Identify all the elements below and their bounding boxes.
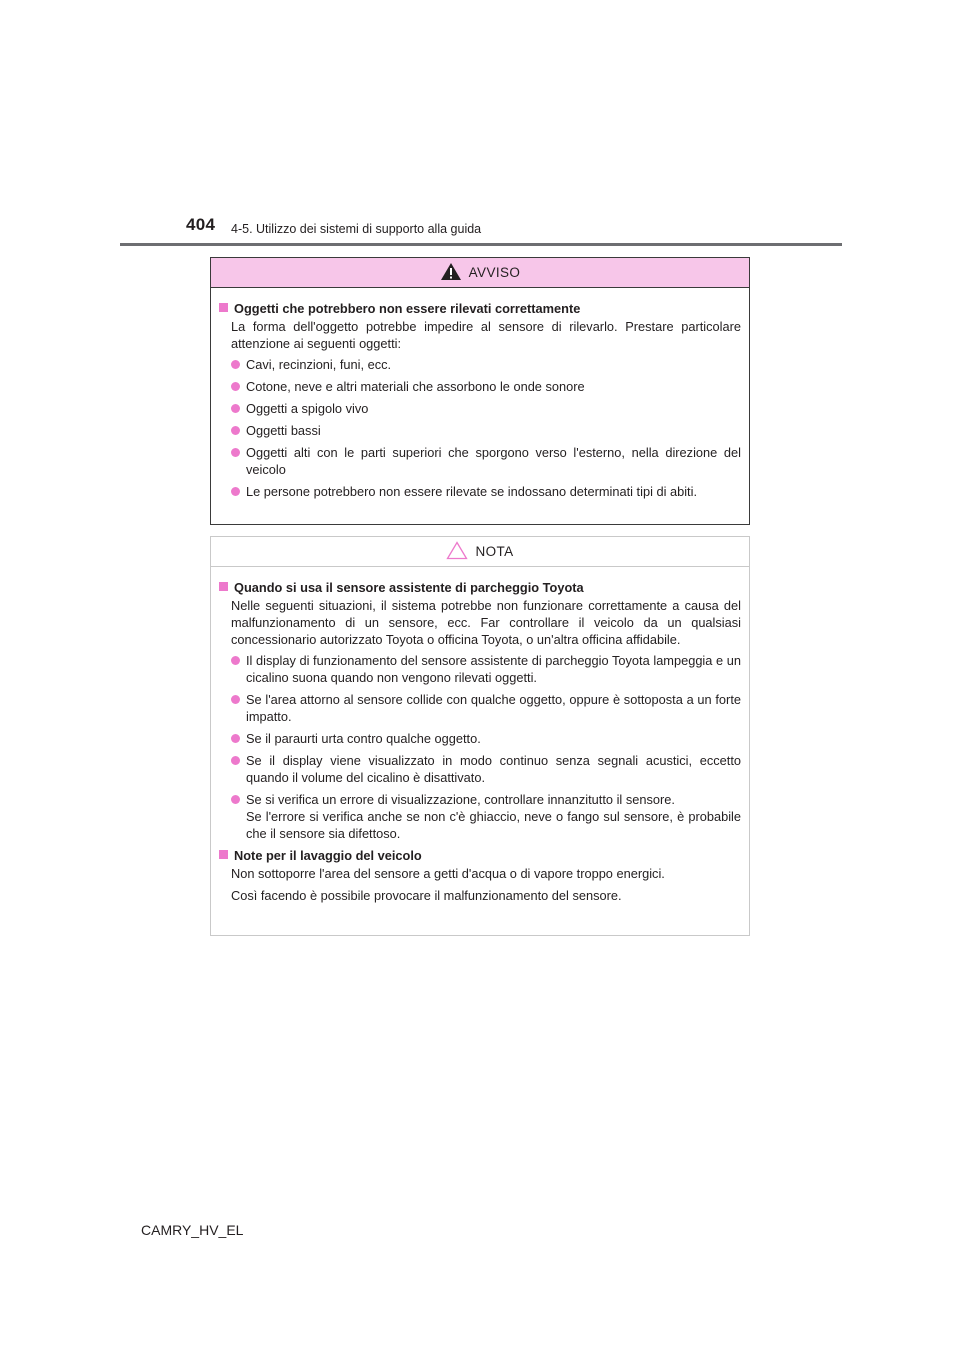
header-rule	[120, 243, 842, 246]
list-item-text: Se l'area attorno al sensore collide con qualche oggetto, oppure è sottoposta a un forte impatto.	[246, 692, 741, 724]
list-item-text: Oggetti a spigolo vivo	[246, 401, 369, 416]
list-item	[231, 752, 741, 786]
list-item-line: Se l'errore si verifica anche se non c'è ghiaccio, neve o fango sul sensore, è probabile che il sensore sia difettoso.	[246, 809, 741, 841]
list-item	[231, 378, 741, 395]
list-item-text: Cotone, neve e altri materiali che assorbono le onde sonore	[246, 379, 585, 394]
notice-body	[211, 567, 749, 904]
warning-intro: La forma dell'oggetto potrebbe impedire al sensore di rilevarlo. Prestare particolare attenzione ai seguenti oggetti:	[231, 319, 741, 351]
warning-triangle-icon	[440, 262, 462, 281]
warning-topic	[219, 300, 741, 317]
list-item-text: Le persone potrebbero non essere rilevate se indossano determinati tipi di abiti.	[246, 484, 698, 499]
bullet-dot-icon	[231, 656, 240, 665]
list-item	[231, 791, 741, 842]
notice-topic-text: Note per il lavaggio del veicolo	[234, 848, 422, 863]
list-item	[231, 444, 741, 478]
bullet-dot-icon	[231, 382, 240, 391]
notice-box	[210, 536, 750, 936]
bullet-dot-icon	[231, 734, 240, 743]
list-item	[231, 691, 741, 725]
list-item	[231, 483, 741, 500]
square-bullet-icon	[219, 582, 228, 591]
section-title: 4-5. Utilizzo dei sistemi di supporto alla guida	[231, 222, 482, 236]
list-item	[231, 730, 741, 747]
square-bullet-icon	[219, 303, 228, 312]
notice-paragraph: Così facendo è possibile provocare il malfunzionamento del sensore.	[231, 888, 622, 903]
list-item-text: Se il paraurti urta contro qualche oggetto.	[246, 731, 481, 746]
caution-triangle-icon	[446, 541, 468, 560]
notice-label: NOTA	[475, 544, 514, 559]
bullet-dot-icon	[231, 795, 240, 804]
bullet-dot-icon	[231, 426, 240, 435]
warning-topic-text: Oggetti che potrebbero non essere rilevati correttamente	[234, 301, 581, 316]
list-item-text: Cavi, recinzioni, funi, ecc.	[246, 357, 392, 372]
list-item-text: Il display di funzionamento del sensore assistente di parcheggio Toyota lampeggia e un cicalino suona quando non vengono rilevati oggetti.	[246, 653, 741, 685]
notice-paragraph: Non sottoporre l'area del sensore a getti d'acqua o di vapore troppo energici.	[231, 866, 665, 881]
page-number: 404	[186, 215, 216, 234]
warning-header	[211, 258, 749, 288]
bullet-dot-icon	[231, 360, 240, 369]
bullet-dot-icon	[231, 487, 240, 496]
notice-topic-parking	[219, 579, 741, 596]
model-code: CAMRY_HV_EL	[141, 1222, 244, 1238]
list-item-text: Oggetti alti con le parti superiori che sporgono verso l'esterno, nella direzione del veicolo	[246, 445, 741, 477]
list-item	[231, 400, 741, 417]
square-bullet-icon	[219, 850, 228, 859]
notice-intro: Nelle seguenti situazioni, il sistema potrebbe non funzionare correttamente a causa del malfunzionamento di un sensore, ecc. Far controllare il veicolo da un qualsiasi concessionario autorizzato Toyota o officina Toyota, o un'altra officina affidabile.	[231, 598, 741, 647]
list-item-line: Se si verifica un errore di visualizzazione, controllare innanzitutto il sensore.	[246, 792, 675, 807]
notice-header	[211, 537, 749, 567]
list-item-text: Se il display viene visualizzato in modo continuo senza segnali acustici, eccetto quando il volume del cicalino è disattivato.	[246, 753, 741, 785]
list-item-text	[246, 791, 741, 842]
list-item	[231, 356, 741, 373]
list-item	[231, 652, 741, 686]
warning-box	[210, 257, 750, 525]
bullet-dot-icon	[231, 695, 240, 704]
list-item-text: Oggetti bassi	[246, 423, 321, 438]
warning-body	[211, 288, 749, 500]
bullet-dot-icon	[231, 448, 240, 457]
bullet-dot-icon	[231, 756, 240, 765]
notice-topic-washing	[219, 847, 741, 864]
list-item	[231, 422, 741, 439]
notice-topic-text: Quando si usa il sensore assistente di parcheggio Toyota	[234, 580, 584, 595]
warning-label: AVVISO	[468, 265, 521, 280]
bullet-dot-icon	[231, 404, 240, 413]
